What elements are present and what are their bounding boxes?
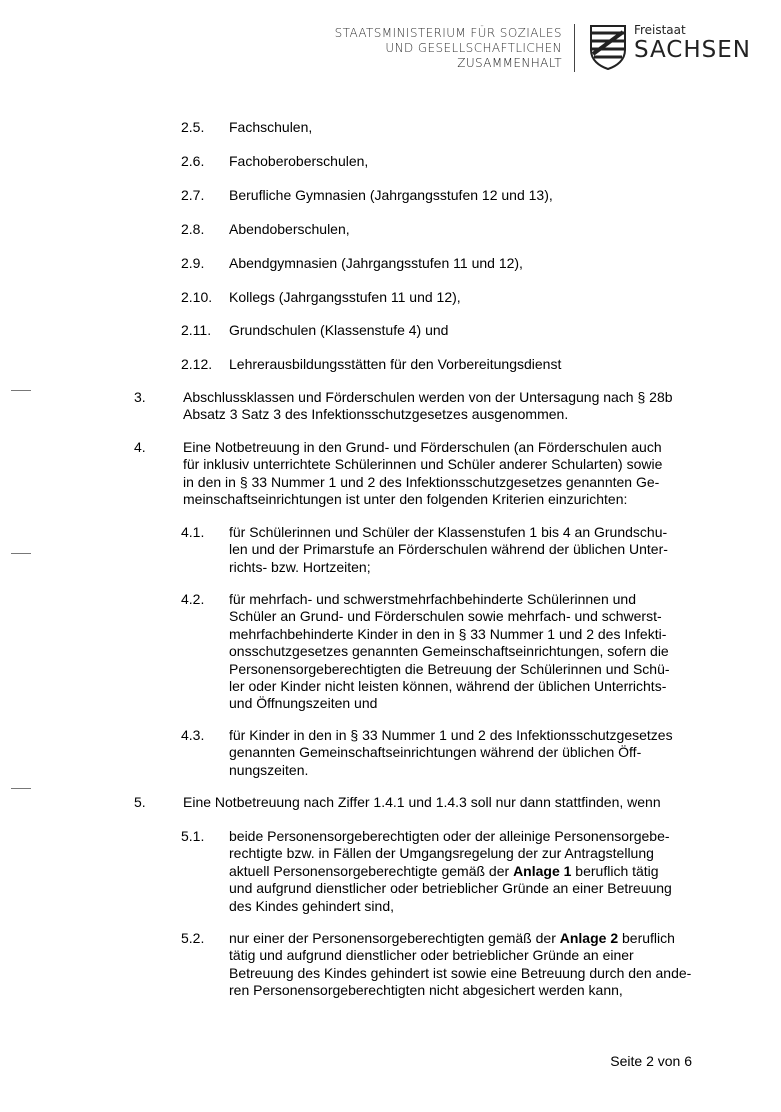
item-text — [229, 828, 692, 915]
item-text: Grundschulen (Klassenstufe 4) und — [229, 322, 449, 338]
item-text: Eine Notbetreuung nach Ziffer 1.4.1 und 1.4.3 soll nur dann stattfinden, wenn — [183, 794, 661, 810]
item-text: Fachoberoberschulen, — [229, 153, 369, 169]
text-line: richts- bzw. Hortzeiten; — [229, 558, 371, 575]
text-line: in den in § 33 Nummer 1 und 2 des Infektionsschutzgesetzes genannten Ge- — [183, 473, 660, 490]
margin-mark — [11, 788, 31, 789]
saxony-logo — [589, 22, 751, 70]
item-number: 2.7. — [181, 187, 205, 203]
item-number: 2.12. — [181, 356, 213, 372]
text-line: für Schülerinnen und Schüler der Klassenstufen 1 bis 4 an Grundschu- — [229, 524, 668, 540]
text-span: aktuell Personensorgeberechtigte gemäß der — [229, 862, 514, 879]
text-line: ren Personensorgeberechtigten nicht abgesichert werden kann, — [229, 982, 623, 999]
annex-reference: Anlage 1 — [513, 862, 572, 879]
text-span: beruflich — [618, 930, 675, 946]
item-number: 5.2. — [181, 930, 205, 946]
item-text — [229, 524, 692, 576]
text-line: für inklusiv unterrichtete Schülerinnen und Schüler anderer Schularten) sowie — [183, 456, 663, 473]
item-number: 5. — [134, 794, 146, 810]
item-text — [229, 930, 692, 1000]
item-number: 5.1. — [181, 828, 205, 844]
item-number: 4. — [134, 439, 146, 455]
text-line: Betreuung des Kindes gehindert ist sowie eine Betreuung durch den ande- — [229, 964, 692, 981]
item-text — [229, 727, 692, 779]
item-text: Berufliche Gymnasien (Jahrgangsstufen 12 und 13), — [229, 187, 553, 203]
annex-reference: Anlage 2 — [559, 930, 619, 946]
item-text: Abendgymnasien (Jahrgangsstufen 11 und 12), — [229, 255, 523, 271]
item-text — [229, 591, 692, 713]
item-text — [183, 439, 692, 509]
text-line: des Kindes gehindert sind, — [229, 897, 394, 914]
letterhead — [335, 22, 751, 80]
margin-mark — [11, 553, 31, 554]
text-line: für mehrfach- und schwerstmehrfachbehinderte Schülerinnen und — [229, 591, 637, 607]
text-line: tätig und aufgrund dienstlicher oder betrieblicher Gründe an einer — [229, 947, 634, 964]
item-number: 2.5. — [181, 119, 205, 135]
item-number: 2.10. — [181, 289, 213, 305]
text-line: Eine Notbetreuung in den Grund- und Förderschulen (an Förderschulen auch — [183, 439, 662, 455]
text-line — [229, 863, 692, 880]
item-text: Abendoberschulen, — [229, 221, 350, 237]
text-span: nur einer der Personensorgeberechtigten gemäß der — [229, 930, 560, 946]
ministry-line-2: UND GESELLSCHAFTLICHEN — [385, 41, 562, 55]
text-line: genannten Gemeinschaftseinrichtungen während der üblichen Öff- — [229, 744, 642, 761]
text-line: Abschlussklassen und Förderschulen werden von der Untersagung nach § 28b — [183, 389, 673, 405]
ministry-line-1: STAATSMINISTERIUM FÜR SOZIALES — [334, 26, 562, 40]
text-line: Personensorgeberechtigten die Betreuung der Schülerinnen und Schü- — [229, 660, 670, 677]
item-number: 2.6. — [181, 153, 205, 169]
item-text: Kollegs (Jahrgangsstufen 11 und 12), — [229, 289, 461, 305]
item-number: 4.2. — [181, 591, 205, 607]
text-line: rechtigte bzw. in Fällen der Umgangsregelung der zur Antragstellung — [229, 845, 654, 862]
text-line: nungszeiten. — [229, 761, 309, 778]
text-line — [229, 930, 692, 947]
item-text: Fachschulen, — [229, 119, 313, 135]
text-line: len und der Primarstufe an Förderschulen während der üblichen Unter- — [229, 541, 668, 558]
item-number: 2.9. — [181, 255, 205, 271]
text-line: meinschaftseinrichtungen ist unter den folgenden Kriterien einzurichten: — [183, 491, 628, 508]
ministry-line-3: ZUSAMMENHALT — [457, 56, 562, 70]
item-number: 2.11. — [181, 322, 212, 338]
text-line: und Öffnungszeiten und — [229, 695, 378, 712]
item-text — [183, 389, 692, 424]
page-number: Seite 2 von 6 — [610, 1053, 692, 1069]
text-line: ler oder Kinder nicht leisten können, während der üblichen Unterrichts- — [229, 678, 667, 695]
logo-freistaat: Freistaat — [633, 23, 686, 37]
margin-mark — [11, 390, 31, 391]
text-span: beruflich tätig — [571, 862, 659, 879]
item-number: 4.3. — [181, 727, 205, 743]
coat-of-arms-icon — [589, 24, 627, 70]
text-line: für Kinder in den in § 33 Nummer 1 und 2 des Infektionsschutzgesetzes — [229, 727, 673, 743]
text-line: beide Personensorgeberechtigten oder der alleinige Personensorgebe- — [229, 828, 670, 844]
text-line: onsschutzgesetzes genannten Gemeinschaftseinrichtungen, sofern die — [229, 643, 669, 660]
header-divider — [574, 24, 575, 72]
text-line: Absatz 3 Satz 3 des Infektionsschutzgesetzes ausgenommen. — [183, 406, 569, 423]
item-number: 3. — [134, 389, 146, 405]
text-line: mehrfachbehinderte Kinder in den in § 33 Nummer 1 und 2 des Infekti- — [229, 625, 667, 642]
ministry-name — [335, 22, 562, 71]
item-text: Lehrerausbildungsstätten für den Vorbereitungsdienst — [229, 356, 562, 372]
text-line: Schüler an Grund- und Förderschulen sowie mehrfach- und schwerst- — [229, 608, 662, 625]
logo-sachsen: SACHSEN — [633, 37, 751, 63]
text-line: und aufgrund dienstlicher oder betrieblicher Gründe an einer Betreuung — [229, 880, 672, 897]
item-number: 4.1. — [181, 524, 205, 540]
item-number: 2.8. — [181, 221, 205, 237]
